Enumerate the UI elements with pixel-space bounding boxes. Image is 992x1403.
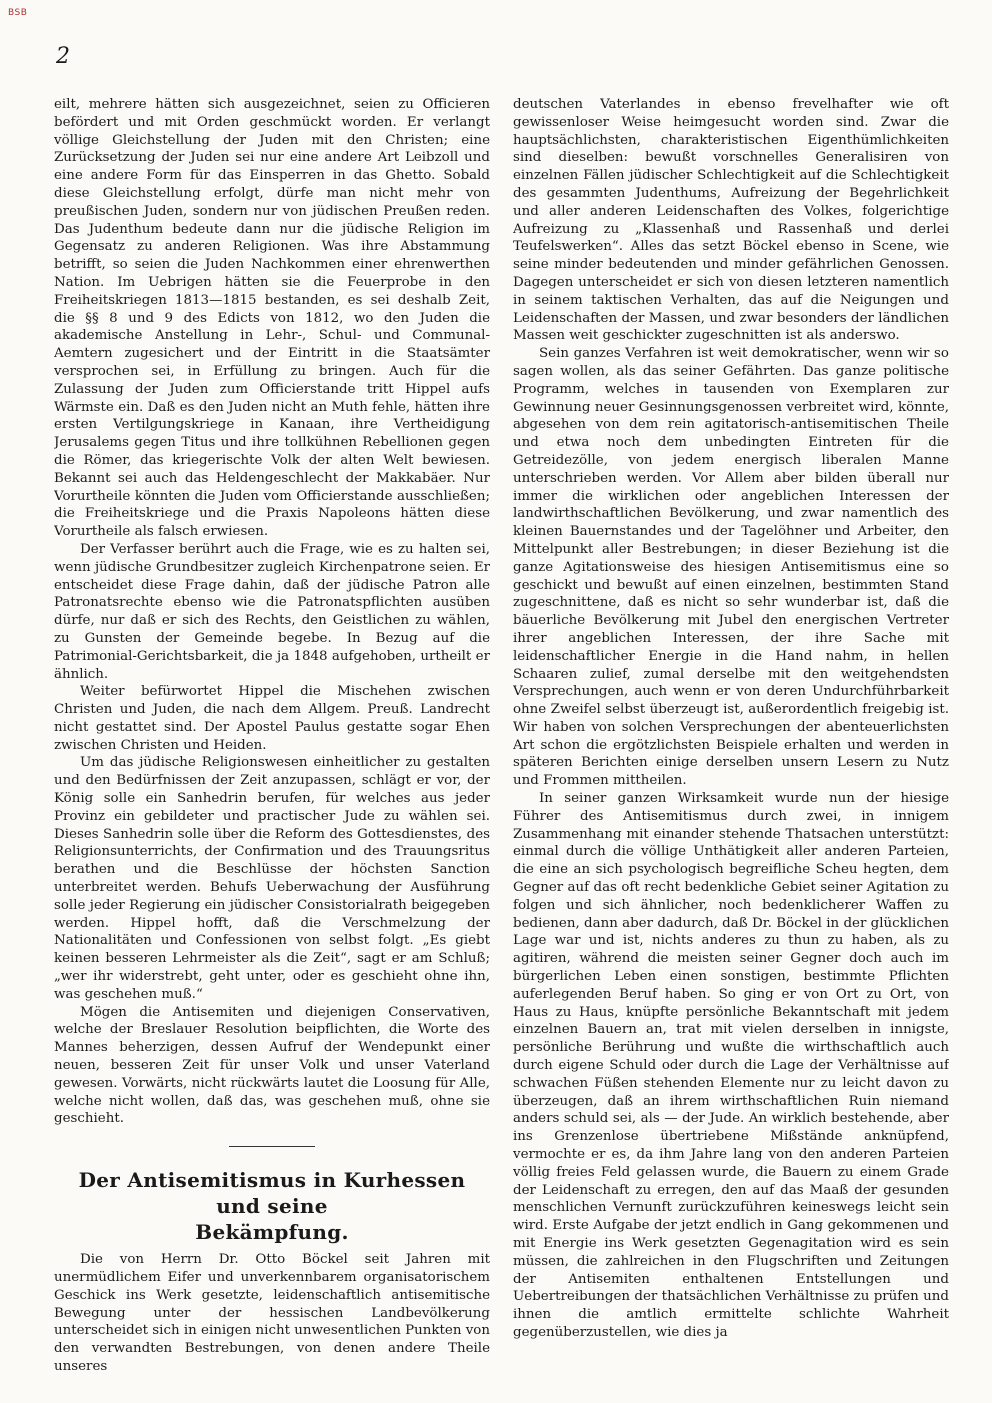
left-paragraph-3: Weiter befürwortet Hippel die Mischehen zwischen Christen und Juden, die nach dem Allgem. Preuß. Landrecht nicht gestattet sind. Der Apostel Paulus gestatte sogar Ehen zwischen Christen und Heiden. bbox=[54, 684, 490, 753]
right-paragraph-1: deutschen Vaterlandes in ebenso frevelhafter wie oft gewissenloser Weise heimgesucht worden sind. Zwar die hauptsächlichsten, charakteristischen Eigenthümlichkeiten sind dieselben: bewußt vorschnelles Generalisiren von einzelnen Fällen jüdischer Schlechtigkeit auf die Schlechtigkeit des gesammten Judenthums, Aufreizung der Begehrlichkeit und aller anderen Leidenschaften des Volkes, folgerichtige Aufreizung zu „Klassenhaß und Rassenhaß und derlei Teufelswerken“. Alles das setzt Böckel ebenso in Scene, wie seine minder bedeutenden und minder gefährlichen Genossen. Dagegen unterscheidet er sich von diesen letzteren namentlich in seinem taktischen Verhalten, das auf die Neigungen und Leidenschaften der Massen, und zwar besonders der ländlichen Massen weit geschickter zugeschnitten ist als anderswo. bbox=[513, 97, 949, 344]
right-paragraph-2: Sein ganzes Verfahren ist weit demokratischer, wenn wir so sagen wollen, als das seiner Gefährten. Das ganze politische Programm, welches in tausenden von Exemplaren zur Gewinnung neuer Gesinnungsgenossen verbreitet wird, könnte, abgesehen von dem rein agitatorisch-antisemitischen Theile und etwa noch dem unbedingten Eintreten für die Getreidezölle, von jedem energisch liberalen Manne unterschrieben werden. Vor Allem aber bilden überall nur immer die wirklichen oder angeblichen Interessen der landwirthschaftlichen Bevölkerung, und zwar namentlich des kleinen Bauernstandes und der Tagelöhner und Arbeiter, den Mittelpunkt aller Bestrebungen; in dieser Beziehung ist die ganze Agitationsweise des hiesigen Antisemitismus eine so geschickt und bewußt auf einen einzelnen, bestimmten Stand zugeschnittene, daß es nicht so sehr wunderbar ist, daß die bäuerliche Bevölkerung mit Jubel den energischen Vertreter ihrer angeblichen Interessen, der ihre Sache mit leidenschaftlicher Energie in die Hand nahm, in hellen Schaaren zulief, zumal derselbe mit den weitgehendsten Versprechungen, auch wenn er von deren Undurchführbarkeit ohne Zweifel selbst überzeugt ist, außerordentlich freigebig ist. Wir haben von solchen Versprechungen der abenteuerlichsten Art schon die ergötzlichsten Beispiele erhalten und werden in späteren Berichten einige derselben unsern Lesern zu Nutz und Frommen mittheilen. bbox=[513, 346, 949, 789]
left-paragraph-5: Mögen die Antisemiten und diejenigen Conservativen, welche der Breslauer Resolution beipflichten, die Worte des Mannes beherzigen, dessen Aufruf der Wendepunkt einer neuen, besseren Zeit für unser Volk und unser Vaterland gewesen. Vorwärts, nicht rückwärts lautet die Loosung für Alle, welche nicht wollen, daß das, was geschehen muß, ohne sie geschieht. bbox=[54, 1004, 490, 1127]
text-columns bbox=[54, 96, 949, 1386]
left-paragraph-2: Der Verfasser berührt auch die Frage, wie es zu halten sei, wenn jüdische Grundbesitzer zugleich Kirchenpatrone seien. Er entscheidet diese Frage dahin, daß der jüdische Patron alle Patronatsrechte ebenso wie die Patronatspflichten ausüben dürfe, nur daß er sich des Rechts, den Geistlichen zu wählen, zu Gunsten der Gemeinde begebe. In Bezug auf die Patrimonial-Gerichtsbarkeit, die ja 1848 aufgehoben, urtheilt er ähnlich. bbox=[54, 541, 490, 682]
page-number: 2 bbox=[56, 44, 70, 69]
section-heading bbox=[54, 1167, 490, 1245]
section-heading-line-2: Bekämpfung. bbox=[195, 1220, 349, 1245]
section-heading-line-1: Der Antisemitismus in Kurhessen und seine bbox=[78, 1168, 466, 1219]
right-column bbox=[513, 96, 949, 1386]
section-paragraph-1: Die von Herrn Dr. Otto Böckel seit Jahren mit unermüdlichem Eifer und unverkennbarem organisatorischem Geschick ins Werk gesetzte, leidenschaftlich antisemitische Bewegung unter der hessischen Landbevölkerung unterscheidet sich in einigen nicht unwesentlichen Punkten von den verwandten Bestrebungen, von denen andere Theile unseres bbox=[54, 1252, 490, 1374]
library-watermark: BSB bbox=[8, 8, 28, 18]
left-column bbox=[54, 96, 490, 1386]
section-separator bbox=[229, 1146, 315, 1147]
right-paragraph-3: In seiner ganzen Wirksamkeit wurde nun der hiesige Führer des Antisemitismus durch zwei, in innigem Zusammenhang mit einander stehende Thatsachen unterstützt: einmal durch die völlige Unthätigkeit aller anderen Parteien, die eine an sich psychologisch begreifliche Scheu hegten, dem Gegner auf das oft recht bedenkliche Gebiet seiner Agitation zu folgen und sich ähnlicher, noch bedenklicherer Waffen zu bedienen, dann aber dadurch, daß Dr. Böckel in der glücklichen Lage war und ist, nichts anderes zu thun zu haben, als zu agitiren, während die meisten seiner Gegner doch auch im bürgerlichen Leben einen sonstigen, bestimmte Pflichten auferlegenden Beruf haben. So ging er von Ort zu Ort, von Haus zu Haus, knüpfte persönliche Bekanntschaft mit jedem einzelnen Bauern an, trat mit vielen derselben in innigste, persönliche Berührung und wußte die wirthschaftlich auch durch eigene Schuld oder durch die Lage der Verhältnisse auf schwachen Füßen stehenden Elemente nur zu leicht davon zu überzeugen, daß an ihrem wirthschaftlichen Ruin niemand anders schuld sei, als — der Jude. An wirklich bestehende, aber ins Grenzenlose übertriebene Mißstände anknüpfend, vermochte er es, da ihm Jahre lang von den anderen Parteien völlig freies Feld gelassen wurde, die Bauern zu einem Grade der Leidenschaft zu erregen, den auf das Maaß der gesunden menschlichen Vernunft zurückzuführen keineswegs leicht sein wird. Erste Aufgabe der jetzt endlich in Gang gekommenen und mit Energie ins Werk gesetzten Gegenagitation wird es sein müssen, die zahlreichen in den Flugschriften und Zeitungen der Antisemiten enthaltenen Entstellungen und Uebertreibungen der thatsächlichen Verhältnisse zu prüfen und ihnen die amtlich ermittelte schlichte Wahrheit gegenüberzustellen, wie dies ja bbox=[513, 791, 949, 1340]
left-paragraph-1: eilt, mehrere hätten sich ausgezeichnet, seien zu Officieren befördert und mit Orden geschmückt worden. Er verlangt völlige Gleichstellung der Juden mit den Christen; eine Zurücksetzung der Juden sei nur eine andere Art Leibzoll und eine andere Form für das Einsperren in das Ghetto. Sobald diese Gleichstellung erfolgt, dürfe man nicht mehr von preußischen Juden, sondern nur von jüdischen Preußen reden. Das Judenthum bedeute dann nur die jüdische Religion im Gegensatz zu anderen Religionen. Was ihre Abstammung betrifft, so seien die Juden Nachkommen einer ehrenwerthen Nation. Im Uebrigen hätten sie die Feuerprobe in den Freiheitskriegen 1813—1815 bestanden, es sei deshalb Zeit, die §§ 8 und 9 des Edicts von 1812, wo den Juden die akademische Anstellung in Lehr-, Schul- und Communal-Aemtern zugesichert und der Eintritt in die Staatsämter versprochen sei, in Erfüllung zu bringen. Auch für die Zulassung der Juden zum Officierstande tritt Hippel aufs Wärmste ein. Daß es den Juden nicht an Muth fehle, hätten ihre ersten Vertilgungskriege in Kanaan, ihre Vertheidigung Jerusalems gegen Titus und ihre tollkühnen Rebellionen gegen die Römer, das kriegerischte Volk der alten Welt bewiesen. Bekannt sei auch das Heldengeschlecht der Makkabäer. Nur Vorurtheile könnten die Juden vom Officierstande ausschließen; die Freiheitskriege und die Praxis Napoleons hätten diese Vorurtheile als falsch erwiesen. bbox=[54, 97, 490, 540]
left-paragraph-4: Um das jüdische Religionswesen einheitlicher zu gestalten und den Bedürfnissen der Zeit anzupassen, schlägt er vor, der König solle ein Sanhedrin berufen, für welches aus jeder Provinz ein gebildeter und practischer Jude zu wählen sei. Dieses Sanhedrin solle über die Reform des Gottesdienstes, des Religionsunterrichts, der Confirmation und des Trauungsritus berathen und die Beschlüsse der höchsten Sanction unterbreitet werden. Behufs Ueberwachung der Ausführung solle jeder Regierung ein jüdischer Consistorialrath beigegeben werden. Hippel hofft, daß die Verschmelzung der Nationalitäten und Confessionen von selbst folgt. „Es giebt keinen besseren Lehrmeister als die Zeit“, sagt er am Schluß; „wer ihr widerstrebt, geht unter, oder es geschieht ohne ihn, was geschehen muß.“ bbox=[54, 755, 490, 1002]
